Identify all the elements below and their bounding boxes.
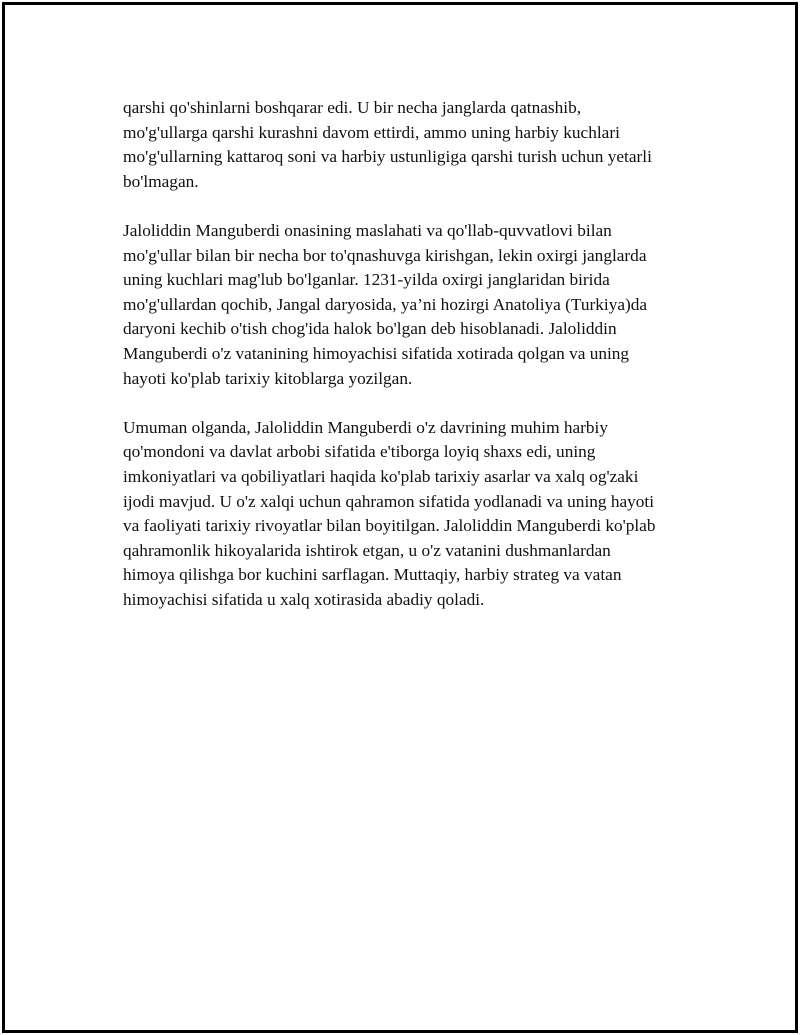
text-line: qo'mondoni va davlat arbobi sifatida e'tiborga loyiq shaxs edi, uning (123, 442, 596, 462)
text-line: hayoti ko'plab tarixiy kitoblarga yozilgan. (123, 368, 413, 388)
page-frame (2, 2, 798, 1033)
text-line: qahramonlik hikoyalarida ishtirok etgan, u o'z vatanini dushmanlardan (123, 540, 611, 560)
document-body (123, 96, 713, 637)
text-line: qarshi qo'shinlarni boshqarar edi. U bir necha janglarda qatnashib, (123, 98, 582, 117)
paragraph-1 (123, 96, 713, 194)
text-line: mo'g'ullarning kattaroq soni va harbiy ustunligiga qarshi turish uchun yetarli (123, 147, 652, 167)
text-line: daryoni kechib o'tish chog'ida halok bo'lgan deb hisoblanadi. Jaloliddin (123, 319, 617, 339)
text-line: va faoliyati tarixiy rivoyatlar bilan boyitilgan. Jaloliddin Manguberdi ko'plab (123, 516, 656, 536)
text-line: himoya qilishga bor kuchini sarflagan. Muttaqiy, harbiy strateg va vatan (123, 565, 622, 585)
paragraph-2 (123, 219, 713, 391)
text-line: uning kuchlari mag'lub bo'lganlar. 1231-yilda oxirgi janglaridan birida (123, 270, 610, 290)
text-line: imkoniyatlari va qobiliyatlari haqida ko'plab tarixiy asarlar va xalq og'zaki (123, 466, 639, 486)
text-line: mo'g'ullardan qochib, Jangal daryosida, ya’ni hozirgi Anatoliya (Turkiya)da (123, 294, 648, 314)
text-line: Jaloliddin Manguberdi onasining maslahati va qo'llab-quvvatlovi bilan (123, 220, 612, 240)
text-line: bo'lmagan. (123, 171, 199, 191)
text-line: mo'g'ullar bilan bir necha bor to'qnashuvga kirishgan, lekin oxirgi janglarda (123, 245, 647, 265)
text-line: Umuman olganda, Jaloliddin Manguberdi o'z davrining muhim harbiy (123, 417, 608, 437)
text-line: himoyachisi sifatida u xalq xotirasida abadiy qoladi. (123, 589, 485, 609)
paragraph-3 (123, 416, 713, 613)
text-line: mo'g'ullarga qarshi kurashni davom ettirdi, ammo uning harbiy kuchlari (123, 122, 620, 142)
text-line: Manguberdi o'z vatanining himoyachisi sifatida xotirada qolgan va uning (123, 343, 630, 363)
text-line: ijodi mavjud. U o'z xalqi uchun qahramon sifatida yodlanadi va uning hayoti (123, 491, 655, 511)
